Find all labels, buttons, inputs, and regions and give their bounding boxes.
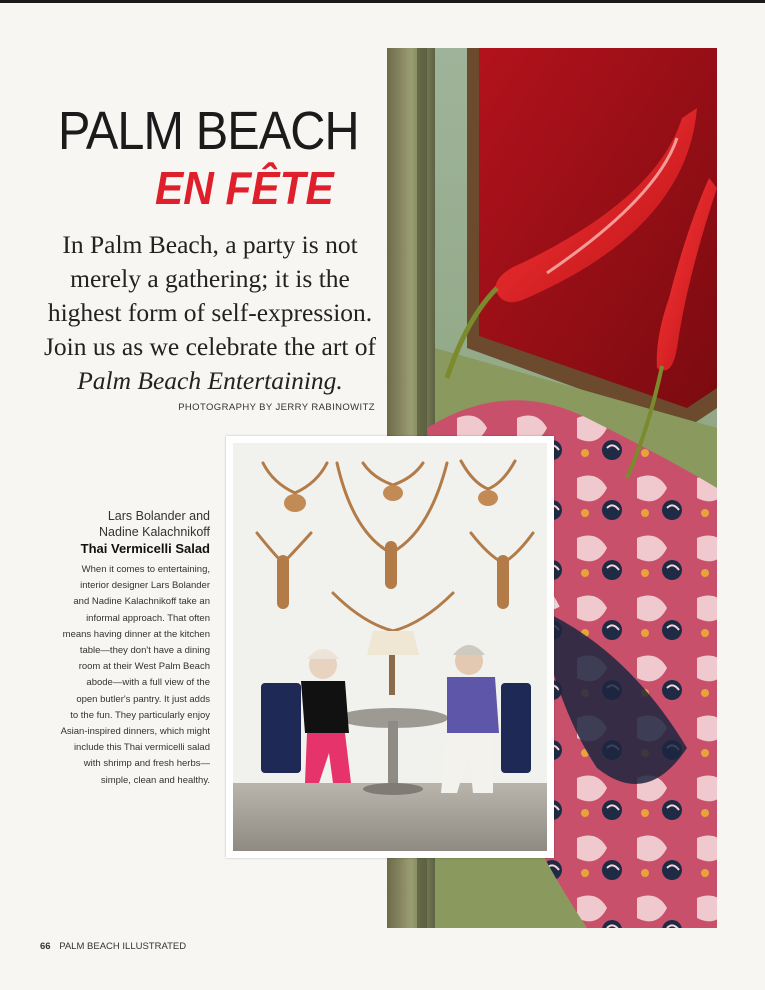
caption-body-line: informal approach. That often xyxy=(86,612,210,624)
page-number: 66 xyxy=(40,941,51,952)
caption-body-line: simple, clean and healthy. xyxy=(100,774,210,786)
publication-name: PALM BEACH ILLUSTRATED xyxy=(59,941,187,952)
couple-at-table-illustration xyxy=(233,443,547,851)
deck-line: Join us as we celebrate the art of xyxy=(43,332,377,361)
inset-photo-image xyxy=(233,443,547,851)
inset-photo xyxy=(226,436,554,858)
top-rule xyxy=(0,0,765,3)
deck-line: In Palm Beach, a party is not xyxy=(62,230,358,259)
headline-line-1: PALM BEACH xyxy=(58,101,359,161)
caption-body-line: means having dinner at the kitchen xyxy=(62,628,210,640)
caption-body xyxy=(40,562,210,789)
caption-name-line: Lars Bolander and xyxy=(107,509,210,523)
photo-caption xyxy=(40,508,210,789)
caption-body-line: abode—with a full view of the xyxy=(86,677,210,689)
caption-body-line: open butler's pantry. It just adds xyxy=(76,693,210,705)
page-footer xyxy=(40,941,186,952)
caption-body-line: When it comes to entertaining, xyxy=(81,564,210,575)
caption-name-line: Nadine Kalachnikoff xyxy=(99,525,210,539)
caption-dish: Thai Vermicelli Salad xyxy=(80,541,210,556)
deck-line: highest form of self-expression. xyxy=(47,298,373,327)
photo-credit: PHOTOGRAPHY BY JERRY RABINOWITZ xyxy=(178,402,375,413)
caption-body-line: and Nadine Kalachnikoff take an xyxy=(73,596,210,608)
deck-text xyxy=(40,228,380,398)
deck-line: merely a gathering; it is the xyxy=(70,264,350,293)
headline-line-2: EN FÊTE xyxy=(155,162,334,214)
caption-names xyxy=(40,508,210,540)
caption-body-line: include this Thai vermicelli salad xyxy=(73,742,210,754)
caption-body-line: to the fun. They particularly enjoy xyxy=(70,709,210,721)
caption-body-line: interior designer Lars Bolander xyxy=(80,580,210,592)
caption-body-line: room at their West Palm Beach xyxy=(78,661,210,673)
deck-italic-line: Palm Beach Entertaining. xyxy=(77,366,343,395)
caption-body-line: table—they don't have a dining xyxy=(79,645,210,657)
caption-body-line: with shrimp and fresh herbs— xyxy=(83,758,210,770)
caption-body-line: Asian-inspired dinners, which might xyxy=(60,726,210,738)
